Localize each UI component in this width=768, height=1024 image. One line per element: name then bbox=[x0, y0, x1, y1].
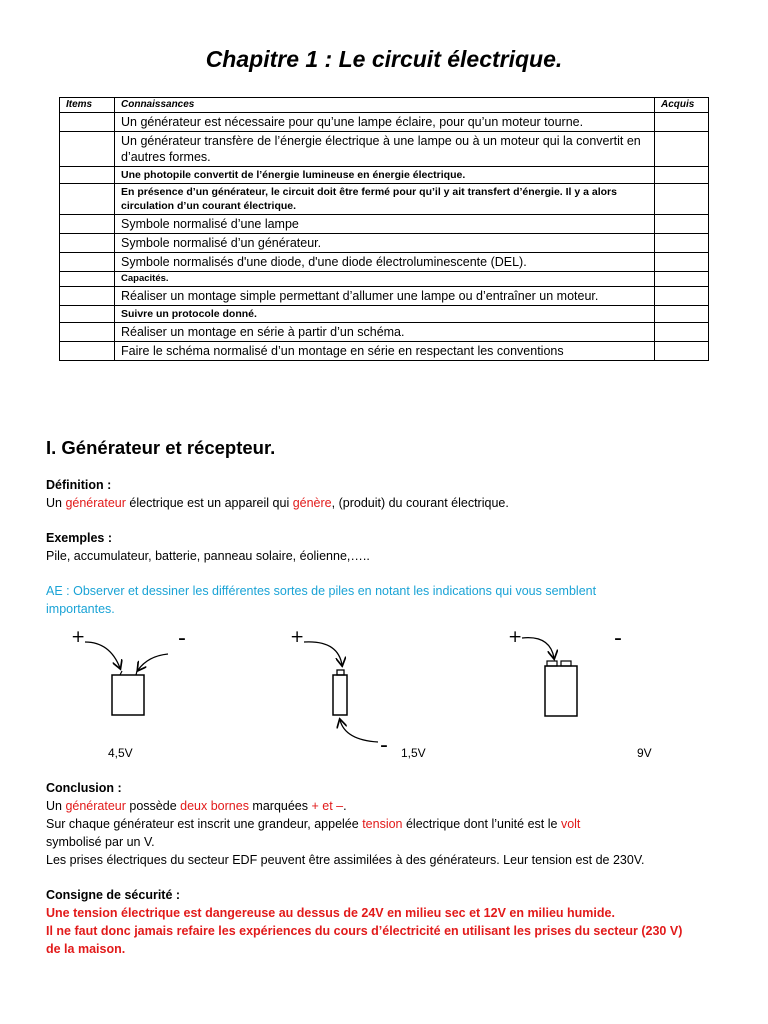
examples-label: Exemples : bbox=[46, 531, 113, 545]
conclusion-part: . bbox=[343, 799, 347, 813]
table-body bbox=[60, 113, 709, 361]
safety-line-3: de la maison. bbox=[46, 942, 126, 956]
table-row bbox=[60, 342, 709, 361]
conclusion-label: Conclusion : bbox=[46, 781, 122, 795]
activity-line-1: AE : Observer et dessiner les différentes sortes de piles en notant les indications qui vous semblent bbox=[46, 584, 597, 598]
definition-part: électrique est un appareil qui bbox=[125, 496, 293, 510]
acquis-cell[interactable] bbox=[655, 234, 709, 253]
items-cell bbox=[60, 323, 115, 342]
items-cell bbox=[60, 287, 115, 306]
examples-text: Pile, accumulateur, batterie, panneau solaire, éolienne,….. bbox=[46, 549, 370, 563]
battery-2-plus: + bbox=[290, 627, 305, 647]
definition-part: Un bbox=[46, 496, 66, 510]
battery-3-minus: - bbox=[614, 626, 622, 651]
definition-label: Définition : bbox=[46, 478, 112, 492]
acquis-cell[interactable] bbox=[655, 253, 709, 272]
acquis-cell[interactable] bbox=[655, 272, 709, 287]
battery-9v bbox=[508, 626, 622, 716]
connaissance-cell: Faire le schéma normalisé d’un montage en série en respectant les conventions bbox=[115, 342, 655, 361]
items-cell bbox=[60, 167, 115, 184]
table-row bbox=[60, 167, 709, 184]
header-items: Items bbox=[60, 98, 115, 113]
acquis-cell[interactable] bbox=[655, 113, 709, 132]
battery-3-plus-arrow bbox=[522, 638, 554, 658]
table-row bbox=[60, 287, 709, 306]
items-cell bbox=[60, 132, 115, 167]
keyword-generateur: générateur bbox=[65, 496, 126, 510]
items-cell bbox=[60, 272, 115, 287]
battery-3-body bbox=[545, 666, 577, 716]
battery-2-minus-arrow bbox=[340, 720, 378, 742]
battery-1-5v bbox=[290, 627, 388, 758]
acquis-cell[interactable] bbox=[655, 132, 709, 167]
battery-1-minus-arrow bbox=[138, 654, 168, 670]
items-cell bbox=[60, 184, 115, 215]
acquis-cell[interactable] bbox=[655, 167, 709, 184]
battery-1-minus: - bbox=[178, 626, 186, 651]
connaissance-cell: Un générateur est nécessaire pour qu’une lampe éclaire, pour qu’un moteur tourne. bbox=[115, 113, 655, 132]
table-row bbox=[60, 306, 709, 323]
battery-2-minus: - bbox=[380, 733, 388, 758]
connaissance-cell: En présence d’un générateur, le circuit doit être fermé pour qu’il y ait transfert d’énergie. Il y a alors circulation d’un courant électrique. bbox=[115, 184, 655, 215]
battery-1-plus-arrow bbox=[85, 642, 120, 668]
table-row bbox=[60, 323, 709, 342]
conclusion-line-2 bbox=[46, 815, 580, 833]
safety-label: Consigne de sécurité : bbox=[46, 888, 181, 902]
conclusion-line-1 bbox=[46, 797, 347, 815]
conclusion-line-4: Les prises électriques du secteur EDF peuvent être assimilées à des générateurs. Leur tension est de 230V. bbox=[46, 853, 645, 867]
acquis-cell[interactable] bbox=[655, 323, 709, 342]
battery-2-plus-arrow bbox=[304, 642, 342, 665]
skills-table bbox=[59, 97, 709, 361]
battery-4-5v bbox=[71, 626, 186, 715]
safety-line-1: Une tension électrique est dangereuse au dessus de 24V en milieu sec et 12V en milieu humide. bbox=[46, 906, 615, 920]
acquis-cell[interactable] bbox=[655, 287, 709, 306]
voltage-label-1: 4,5V bbox=[108, 746, 133, 760]
connaissance-cell: Une photopile convertit de l’énergie lumineuse en énergie électrique. bbox=[115, 167, 655, 184]
items-cell bbox=[60, 306, 115, 323]
page-title: Chapitre 1 : Le circuit électrique. bbox=[205, 46, 563, 72]
connaissance-cell: Réaliser un montage simple permettant d’allumer une lampe ou d’entraîner un moteur. bbox=[115, 287, 655, 306]
batteries-diagram bbox=[40, 620, 740, 770]
definition-part: , (produit) du courant électrique. bbox=[331, 496, 509, 510]
table-row bbox=[60, 132, 709, 167]
table-row bbox=[60, 215, 709, 234]
section-heading: I. Générateur et récepteur. bbox=[46, 437, 276, 458]
items-cell bbox=[60, 113, 115, 132]
voltage-label-3: 9V bbox=[637, 746, 652, 760]
conclusion-line-3: symbolisé par un V. bbox=[46, 835, 155, 849]
keyword-deux-bornes: deux bornes bbox=[180, 799, 249, 813]
connaissance-cell: Symbole normalisé d’une lampe bbox=[115, 215, 655, 234]
items-cell bbox=[60, 253, 115, 272]
keyword-tension: tension bbox=[362, 817, 403, 831]
connaissance-cell: Suivre un protocole donné. bbox=[115, 306, 655, 323]
keyword-generateur: générateur bbox=[65, 799, 126, 813]
table-row bbox=[60, 253, 709, 272]
battery-1-body bbox=[112, 675, 144, 715]
table-row bbox=[60, 184, 709, 215]
connaissance-cell: Symbole normalisés d'une diode, d'une diode électroluminescente (DEL). bbox=[115, 253, 655, 272]
conclusion-part: possède bbox=[125, 799, 181, 813]
connaissance-cell: Réaliser un montage en série à partir d’un schéma. bbox=[115, 323, 655, 342]
connaissance-cell: Un générateur transfère de l’énergie électrique à une lampe ou à un moteur qui la convertit en d’autres formes. bbox=[115, 132, 655, 167]
items-cell bbox=[60, 234, 115, 253]
battery-1-plus: + bbox=[71, 627, 86, 647]
keyword-plus-minus: + et – bbox=[311, 799, 344, 813]
conclusion-part: marquées bbox=[248, 799, 312, 813]
acquis-cell[interactable] bbox=[655, 306, 709, 323]
table-row bbox=[60, 272, 709, 287]
connaissance-cell: Symbole normalisé d’un générateur. bbox=[115, 234, 655, 253]
items-cell bbox=[60, 215, 115, 234]
battery-2-body bbox=[333, 675, 347, 715]
definition-text bbox=[46, 494, 509, 512]
acquis-cell[interactable] bbox=[655, 342, 709, 361]
items-cell bbox=[60, 342, 115, 361]
activity-line-2: importantes. bbox=[46, 602, 115, 616]
header-connaissances: Connaissances bbox=[115, 98, 655, 113]
safety-line-2: Il ne faut donc jamais refaire les expériences du cours d’électricité en utilisant les prises du secteur (230 V) bbox=[46, 924, 683, 938]
conclusion-part: Un bbox=[46, 799, 66, 813]
conclusion-part: électrique dont l’unité est le bbox=[402, 817, 561, 831]
connaissance-cell: Capacités. bbox=[115, 272, 655, 287]
voltage-label-2: 1,5V bbox=[401, 746, 426, 760]
acquis-cell[interactable] bbox=[655, 215, 709, 234]
acquis-cell[interactable] bbox=[655, 184, 709, 215]
table-header-row bbox=[60, 98, 709, 113]
battery-3-plus: + bbox=[508, 627, 523, 647]
table-row bbox=[60, 113, 709, 132]
keyword-genere: génère bbox=[292, 496, 332, 510]
keyword-volt: volt bbox=[560, 817, 581, 831]
header-acquis: Acquis bbox=[655, 98, 709, 113]
conclusion-part: Sur chaque générateur est inscrit une grandeur, appelée bbox=[46, 817, 363, 831]
table-row bbox=[60, 234, 709, 253]
